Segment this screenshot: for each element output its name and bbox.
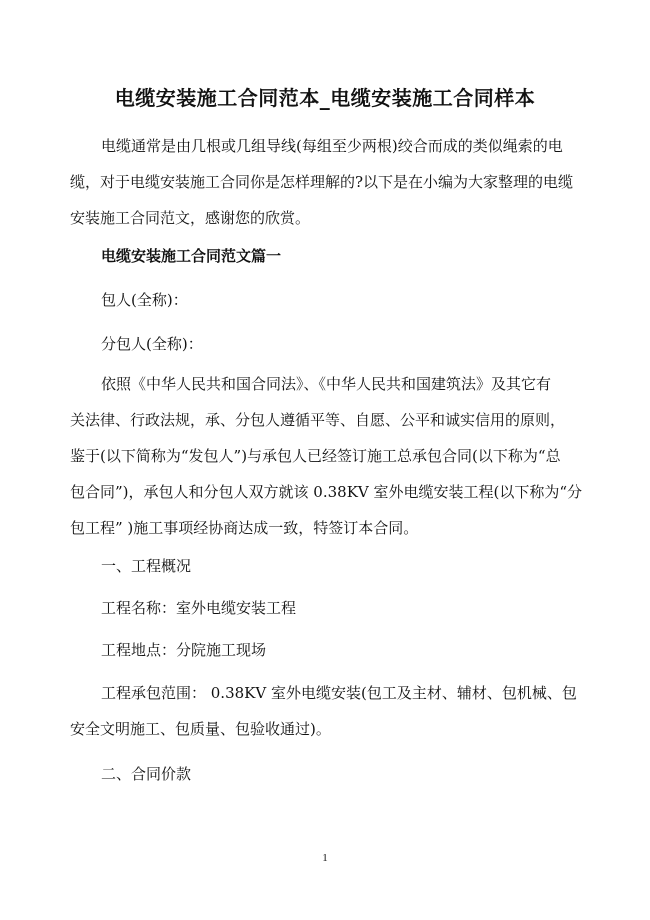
intro-line: 安装施工合同范文，感谢您的欣赏。 (70, 209, 311, 227)
basis-line: 包合同”)，承包人和分包人双方就该 0.38KV 室外电缆安装工程(以下称为“分 (70, 483, 583, 501)
basis-line: 关法律、行政法规，承、分包人遵循平等、自愿、公平和诚实信用的原则， (70, 411, 566, 429)
section-1-heading: 一、工程概况 (101, 557, 192, 575)
document-title: 电缆安装施工合同范本_电缆安装施工合同样本 (114, 86, 536, 110)
project-name-line: 工程名称：室外电缆安装工程 (101, 599, 297, 617)
scope-line: 工程承包范围： 0.38KV 室外电缆安装(包工及主材、辅材、包机械、包 (101, 684, 577, 702)
party-b-line: 分包人(全称)： (101, 335, 203, 353)
intro-paragraph (70, 128, 583, 236)
section-2-heading: 二、合同价款 (101, 765, 192, 783)
intro-line: 缆，对于电缆安装施工合同你是怎样理解的?以下是在小编为大家整理的电缆 (70, 173, 574, 191)
basis-line: 包工程” )施工事项经协商达成一致，特签订本合同。 (70, 519, 419, 537)
basis-line: 鉴于(以下简称为“发包人”)与承包人已经签订施工总承包合同(以下称为“总 (70, 447, 561, 465)
basis-paragraph (70, 366, 583, 546)
basis-line: 依照《中华人民共和国合同法》、《中华人民共和国建筑法》及其它有 (101, 375, 552, 393)
intro-line: 电缆通常是由几根或几组导线(每组至少两根)绞合而成的类似绳索的电 (101, 137, 563, 155)
page-number: 1 (322, 852, 328, 864)
project-location-line: 工程地点：分院施工现场 (101, 641, 267, 659)
scope-paragraph (70, 675, 583, 747)
section-heading: 电缆安装施工合同范文篇一 (101, 247, 282, 265)
scope-line: 安全文明施工、包质量、包验收通过)。 (70, 720, 331, 738)
party-a-line: 包人(全称)： (101, 291, 188, 309)
